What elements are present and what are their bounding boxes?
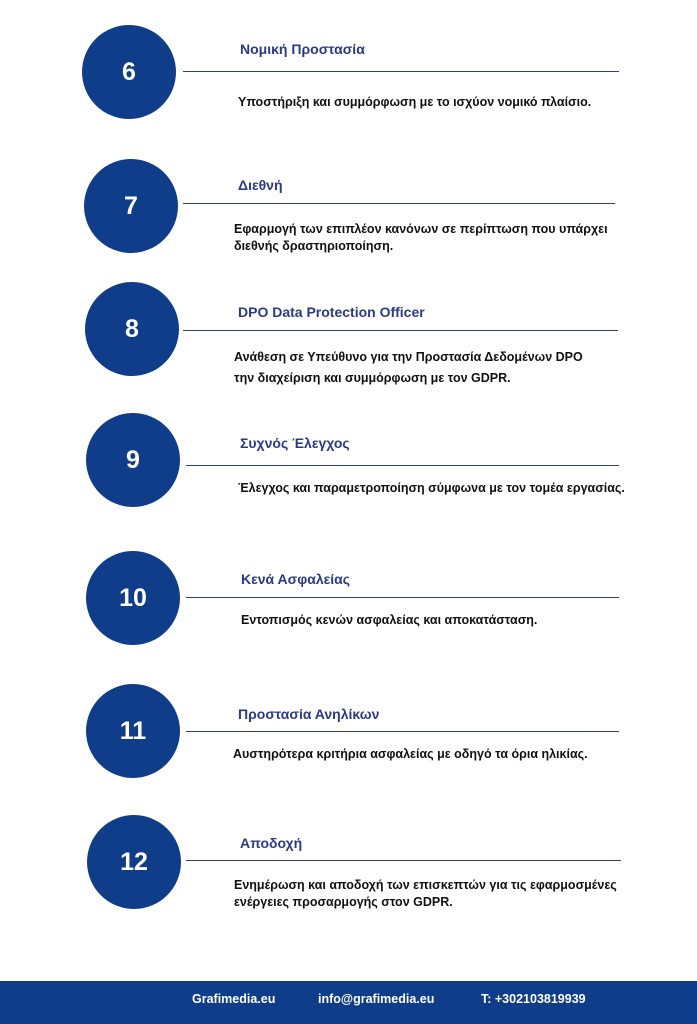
step-description: Υποστήριξη και συμμόρφωση με το ισχύον νομικό πλαίσιο. (238, 95, 592, 109)
step-divider (186, 465, 619, 466)
step-title: Προστασία Ανηλίκων (238, 706, 380, 722)
step-description: Ανάθεση σε Υπεύθυνο για την Προστασία Δεδομένων DPO την διαχείριση και συμμόρφωση με τον GDPR. (234, 350, 583, 385)
step-number-badge: 10 (86, 551, 180, 645)
footer-phone: T: +302103819939 (481, 992, 586, 1006)
step-description: Εντοπισμός κενών ασφαλείας και αποκατάσταση. (241, 613, 538, 627)
step-title: Νομική Προστασία (240, 41, 365, 57)
step-number-badge: 11 (86, 684, 180, 778)
step-number-badge: 9 (86, 413, 180, 507)
step-title: Αποδοχή (240, 835, 303, 851)
step-divider (183, 71, 619, 72)
step-title: Κενά Ασφαλείας (241, 571, 351, 587)
step-divider (183, 330, 618, 331)
step-description: Ενημέρωση και αποδοχή των επισκεπτών για τις εφαρμοσμένες ενέργειες προσαρμογής στον GDPR. (234, 878, 617, 909)
step-number-badge: 7 (84, 159, 178, 253)
footer-bar (0, 981, 697, 1024)
step-description: Έλεγχος και παραμετροποίηση σύμφωνα με τον τομέα εργασίας. (238, 481, 625, 495)
step-divider (183, 203, 615, 204)
step-number-badge: 12 (87, 815, 181, 909)
step-divider (186, 597, 619, 598)
footer-website-link[interactable]: Grafimedia.eu (192, 992, 276, 1006)
step-divider (186, 860, 621, 861)
step-description: Εφαρμογή των επιπλέον κανόνων σε περίπτωση που υπάρχει διεθνής δραστηριοποίηση. (234, 222, 608, 253)
step-title: Διεθνή (238, 177, 283, 193)
step-title: DPO Data Protection Officer (238, 304, 425, 320)
step-number-badge: 6 (82, 25, 176, 119)
step-description: Αυστηρότερα κριτήρια ασφαλείας με οδηγό τα όρια ηλικίας. (233, 747, 588, 761)
step-title: Συχνός Έλεγχος (240, 435, 350, 451)
step-number-badge: 8 (85, 282, 179, 376)
step-divider (186, 731, 619, 732)
footer-email-link[interactable]: info@grafimedia.eu (318, 992, 435, 1006)
